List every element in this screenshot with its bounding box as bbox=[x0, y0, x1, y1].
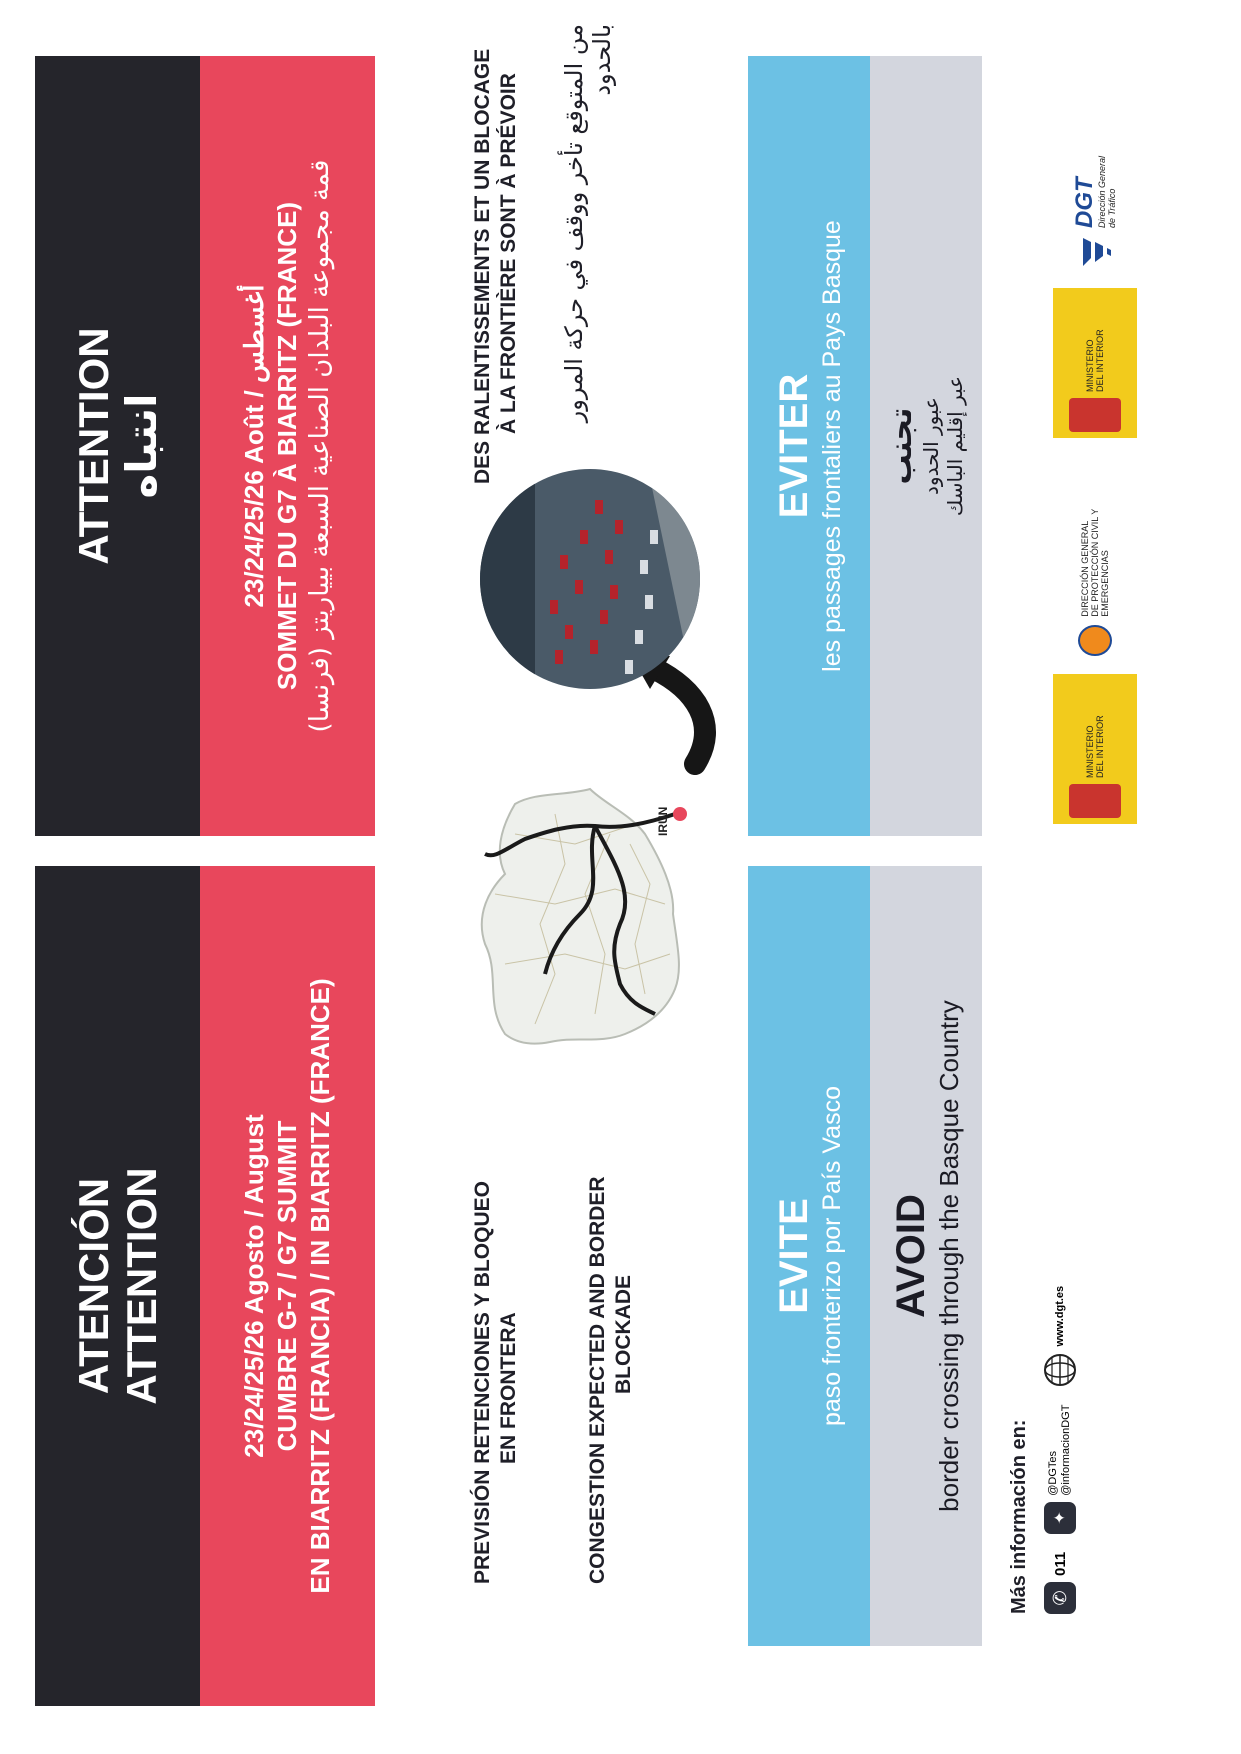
phone-contact[interactable] bbox=[1044, 1552, 1076, 1614]
ministerio-1-line2: DEL INTERIOR bbox=[1095, 715, 1105, 778]
proteccion-line1: DIRECCIÓN GENERAL bbox=[1080, 520, 1090, 617]
warning-es-line1: PREVISIÓN RETENCIONES Y BLOQUEO bbox=[471, 1181, 494, 1584]
twitter-contact[interactable] bbox=[1044, 1405, 1076, 1534]
warning-en bbox=[585, 1064, 637, 1584]
eviter-band bbox=[748, 56, 870, 836]
globe-icon bbox=[1043, 1353, 1077, 1387]
irun-label: IRÚN bbox=[656, 806, 670, 836]
evite-band bbox=[748, 866, 870, 1646]
arabic-avoid-line3: عبر إقليم الباسك bbox=[943, 375, 967, 517]
eviter-label: EVITER bbox=[772, 373, 816, 519]
traffic-photo bbox=[475, 464, 715, 694]
arabic-avoid-label: تجنب bbox=[884, 407, 919, 485]
ministerio-logo-1 bbox=[1053, 674, 1137, 824]
dgt-sub1: Dirección General bbox=[1097, 155, 1107, 228]
web-url: www.dgt.es bbox=[1054, 1285, 1066, 1347]
ministerio-1-line1: MINISTERIO bbox=[1085, 725, 1095, 778]
warning-en-line1: CONGESTION EXPECTED AND BORDER bbox=[586, 1176, 609, 1584]
title-atencion: ATENCIÓN bbox=[69, 1177, 117, 1395]
dgt-logo bbox=[1073, 120, 1117, 270]
warning-es-line2: EN FRONTERA bbox=[497, 1312, 520, 1464]
twitter-icon: ✦ bbox=[1044, 1502, 1076, 1534]
arabic-avoid-line2: عبور الحدود bbox=[919, 397, 943, 495]
web-contact[interactable] bbox=[1043, 1286, 1077, 1387]
more-info bbox=[1008, 914, 1077, 1614]
summit-line-fr: SOMMET DU G7 À BIARRITZ (FRANCE) bbox=[272, 201, 302, 691]
arabic-summit-line: قمة مجموعة البلدان الصناعية السبعة بيياريتز (فرنسا) bbox=[305, 159, 335, 733]
phone-icon: ✆ bbox=[1044, 1582, 1076, 1614]
more-info-label: Más información en: bbox=[1008, 1419, 1030, 1614]
phone-number: 011 bbox=[1051, 1551, 1069, 1576]
warning-fr-line2: À LA FRONTIÈRE SONT À PRÉVOIR bbox=[497, 73, 520, 434]
basque-map-graphic bbox=[445, 464, 735, 1064]
header-red-left bbox=[200, 866, 375, 1706]
twitter-handle-1: @DGTes bbox=[1047, 1451, 1059, 1496]
title-arabic: انتباه bbox=[116, 393, 166, 499]
arrow-icon bbox=[655, 669, 705, 764]
arabic-avoid-band bbox=[870, 56, 982, 836]
header-red-right bbox=[200, 56, 375, 836]
date-line-fr: 23/24/25/26 Août / أغسطس bbox=[239, 284, 269, 608]
proteccion-civil-logo bbox=[1078, 456, 1112, 656]
logos-row bbox=[1050, 54, 1140, 824]
ministerio-2-line1: MINISTERIO bbox=[1085, 339, 1095, 392]
header-black-left bbox=[35, 866, 200, 1706]
contact-row bbox=[1043, 914, 1077, 1614]
proteccion-line2: DE PROTECCIÓN CIVIL Y EMERGENCIAS bbox=[1090, 508, 1110, 617]
irun-marker bbox=[673, 807, 687, 821]
title-attention-en: ATTENTION bbox=[117, 1167, 165, 1405]
evite-label: EVITE bbox=[772, 1198, 816, 1314]
warning-en-line2: BLOCKADE bbox=[612, 1275, 635, 1394]
ministerio-2-line2: DEL INTERIOR bbox=[1095, 329, 1105, 392]
avoid-band bbox=[870, 866, 982, 1646]
evite-sub: paso fronterizo por País Vasco bbox=[818, 1086, 846, 1426]
warning-es bbox=[470, 1064, 522, 1584]
avoid-label: AVOID bbox=[889, 1194, 933, 1318]
date-line-es: 23/24/25/26 Agosto / August bbox=[239, 1114, 269, 1458]
dgt-emblem-icon bbox=[1077, 234, 1113, 270]
dgt-text: DGT bbox=[1071, 177, 1098, 228]
title-attention-fr: ATTENTION bbox=[69, 327, 117, 565]
eviter-sub: les passages frontaliers au Pays Basque bbox=[818, 220, 846, 672]
avoid-sub: border crossing through the Basque Country bbox=[934, 1000, 964, 1512]
warning-ar: من المتوقع تأخر ووقف في حركة المرور بالحدود bbox=[560, 24, 616, 423]
twitter-handle-2: @informacionDGT bbox=[1060, 1404, 1072, 1496]
summit-line-es: CUMBRE G-7 / G7 SUMMIT bbox=[272, 1120, 302, 1452]
header-black-right bbox=[35, 56, 200, 836]
ministerio-logo-2 bbox=[1053, 288, 1137, 438]
coat-of-arms-icon-2 bbox=[1069, 398, 1121, 432]
dgt-sub2: de Tráfico bbox=[1107, 188, 1117, 228]
coat-of-arms-icon bbox=[1069, 784, 1121, 818]
warning-fr-line1: DES RALENTISSEMENTS ET UN BLOCAGE bbox=[471, 48, 494, 484]
proteccion-civil-icon bbox=[1078, 625, 1112, 656]
place-line-es: EN BIARRITZ (FRANCIA) / IN BIARRITZ (FRANCE) bbox=[305, 978, 335, 1594]
warning-fr bbox=[470, 24, 522, 484]
